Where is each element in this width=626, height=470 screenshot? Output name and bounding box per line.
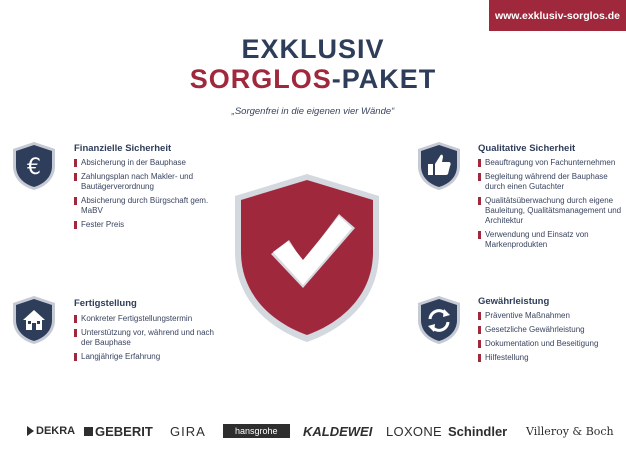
- gewaehrleistung-title: Gewährleistung: [478, 296, 550, 307]
- title-paket: -PAKET: [331, 64, 437, 94]
- qualitative-sicherheit-title: Qualitative Sicherheit: [478, 143, 576, 154]
- list-item: Begleitung während der Bauphase durch einen Gutachter: [478, 172, 624, 192]
- list-item: Unterstützung vor, während und nach der Bauphase: [74, 328, 224, 348]
- title-line-2: [0, 64, 626, 95]
- thumbs-up-icon: [416, 140, 462, 192]
- website-url-banner[interactable]: [489, 0, 626, 31]
- list-item: Verwendung und Einsatz von Markenprodukten: [478, 230, 624, 250]
- list-item: Langjährige Erfahrung: [74, 352, 224, 362]
- geberit-mark-icon: [84, 427, 93, 436]
- logo-dekra: [27, 420, 75, 442]
- logo-villeroy-boch: Villeroy & Boch: [526, 424, 614, 438]
- list-item: Gesetzliche Gewährleistung: [478, 325, 624, 335]
- refresh-arrows-icon: [416, 294, 462, 346]
- list-item: Absicherung durch Bürgschaft gem. MaBV: [74, 196, 224, 216]
- website-url[interactable]: www.exklusiv-sorglos.de: [494, 9, 621, 22]
- list-item: Dokumentation und Beseitigung: [478, 339, 624, 349]
- fertigstellung-list: [74, 314, 224, 366]
- euro-icon: [11, 140, 57, 192]
- logo-gira: GIRA: [170, 423, 206, 439]
- list-item: Beauftragung von Fachunternehmen: [478, 158, 624, 168]
- title-line-1: EXKLUSIV: [241, 34, 385, 64]
- title-sorglos: SORGLOS: [189, 64, 332, 94]
- list-item: Qualitätsüberwachung durch eigene Bauleitung, Qualitätsmanagement und Architektur: [478, 196, 624, 226]
- logo-dekra-text: DEKRA: [36, 425, 76, 437]
- logo-loxone: LOXONE: [386, 423, 442, 439]
- logo-geberit-text: GEBERIT: [95, 423, 153, 439]
- subtitle: „Sorgenfrei in die eigenen vier Wände“: [231, 106, 395, 117]
- dekra-mark-icon: [27, 426, 34, 436]
- logo-hansgrohe: hansgrohe: [223, 424, 290, 438]
- list-item: Zahlungsplan nach Makler- und Bautägerverordnung: [74, 172, 224, 192]
- list-item: Absicherung in der Bauphase: [74, 158, 224, 168]
- logo-kaldewei: KALDEWEI: [303, 423, 373, 439]
- list-item: Präventive Maßnahmen: [478, 311, 624, 321]
- fertigstellung-title: Fertigstellung: [74, 298, 137, 309]
- list-item: Fester Preis: [74, 220, 224, 230]
- logo-schindler: Schindler: [448, 423, 508, 439]
- checkmark-shield-icon: [231, 170, 383, 344]
- house-icon: [11, 294, 57, 346]
- finanzielle-sicherheit-list: [74, 158, 224, 234]
- list-item: Konkreter Fertigstellungstermin: [74, 314, 224, 324]
- svg-text:€: €: [27, 155, 41, 180]
- finanzielle-sicherheit-title: Finanzielle Sicherheit: [74, 143, 172, 154]
- list-item: Hilfestellung: [478, 353, 624, 363]
- logo-geberit: [84, 420, 153, 442]
- gewaehrleistung-list: [478, 311, 624, 367]
- qualitative-sicherheit-list: [478, 158, 624, 254]
- partner-logos-row: [0, 420, 626, 444]
